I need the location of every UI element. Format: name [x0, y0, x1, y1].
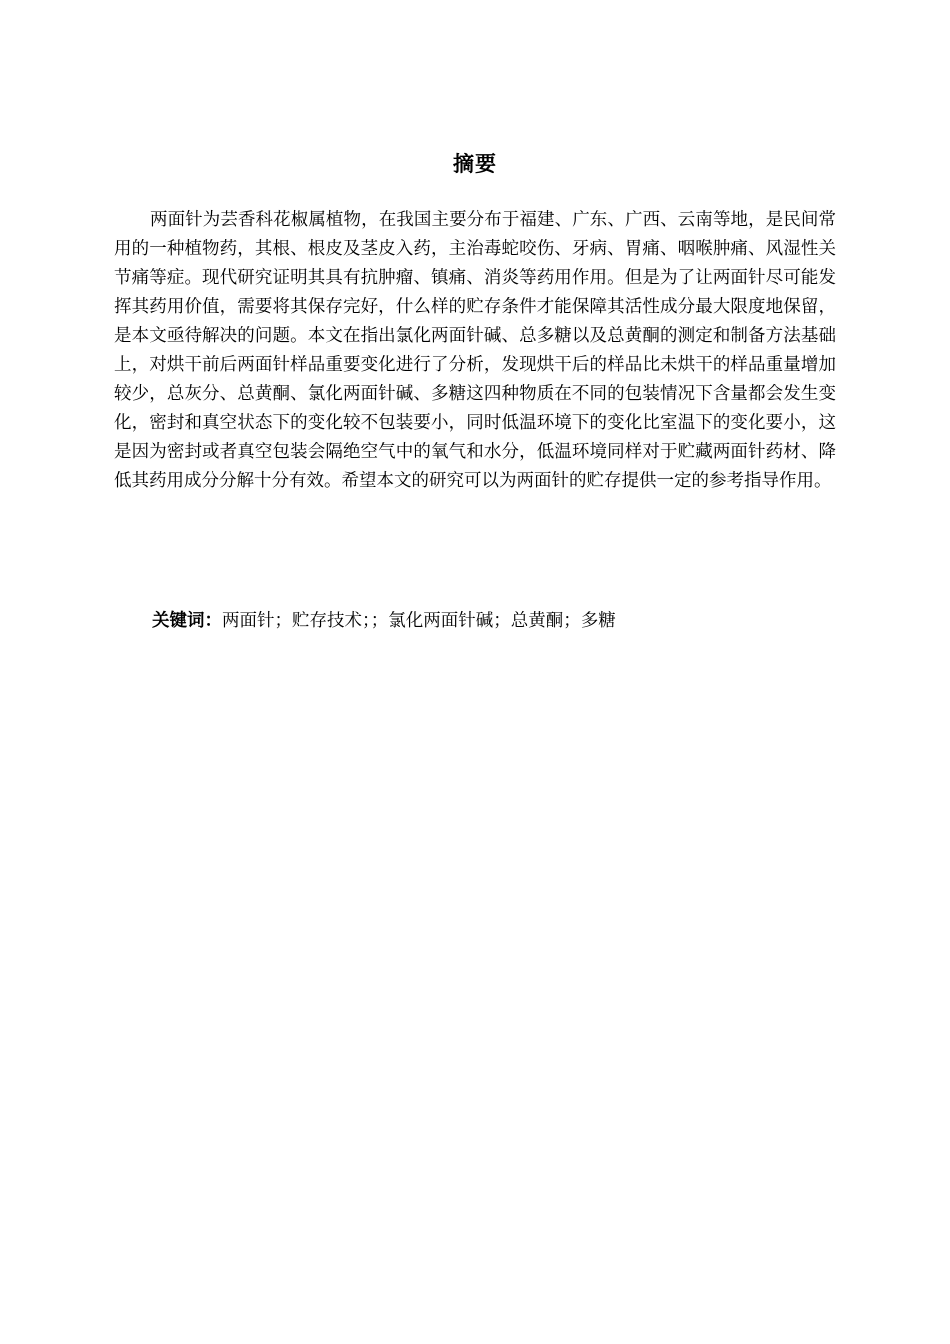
keywords-label: 关键词：: [152, 611, 222, 631]
abstract-title: 摘要: [453, 152, 497, 176]
abstract-body: 两面针为芸香科花椒属植物，在我国主要分布于福建、广东、广西、云南等地，是民间常用的一种植物药，其根、根皮及茎皮入药，主治毒蛇咬伤、牙病、胃痛、咽喉肿痛、风湿性关节痛等症。现代研究证明其具有抗肿瘤、镇痛、消炎等药用作用。但是为了让两面针尽可能发挥其药用价值，需要将其保存完好，什么样的贮存条件才能保障其活性成分最大限度地保留，是本文亟待解决的问题。本文在指出氯化两面针碱、总多糖以及总黄酮的测定和制备方法基础上，对烘干前后两面针样品重要变化进行了分析，发现烘干后的样品比未烘干的样品重量增加较少，总灰分、总黄酮、氯化两面针碱、多糖这四种物质在不同的包装情况下含量都会发生变化，密封和真空状态下的变化较不包装要小，同时低温环境下的变化比室温下的变化要小，这是因为密封或者真空包装会隔绝空气中的氧气和水分，低温环境同样对于贮藏两面针药材、降低其药用成分分解十分有效。希望本文的研究可以为两面针的贮存提供一定的参考指导作用。: [114, 210, 836, 491]
keywords-line: [152, 607, 842, 636]
keywords-text: 两面针；贮存技术；；氯化两面针碱；总黄酮；多糖: [222, 611, 616, 631]
